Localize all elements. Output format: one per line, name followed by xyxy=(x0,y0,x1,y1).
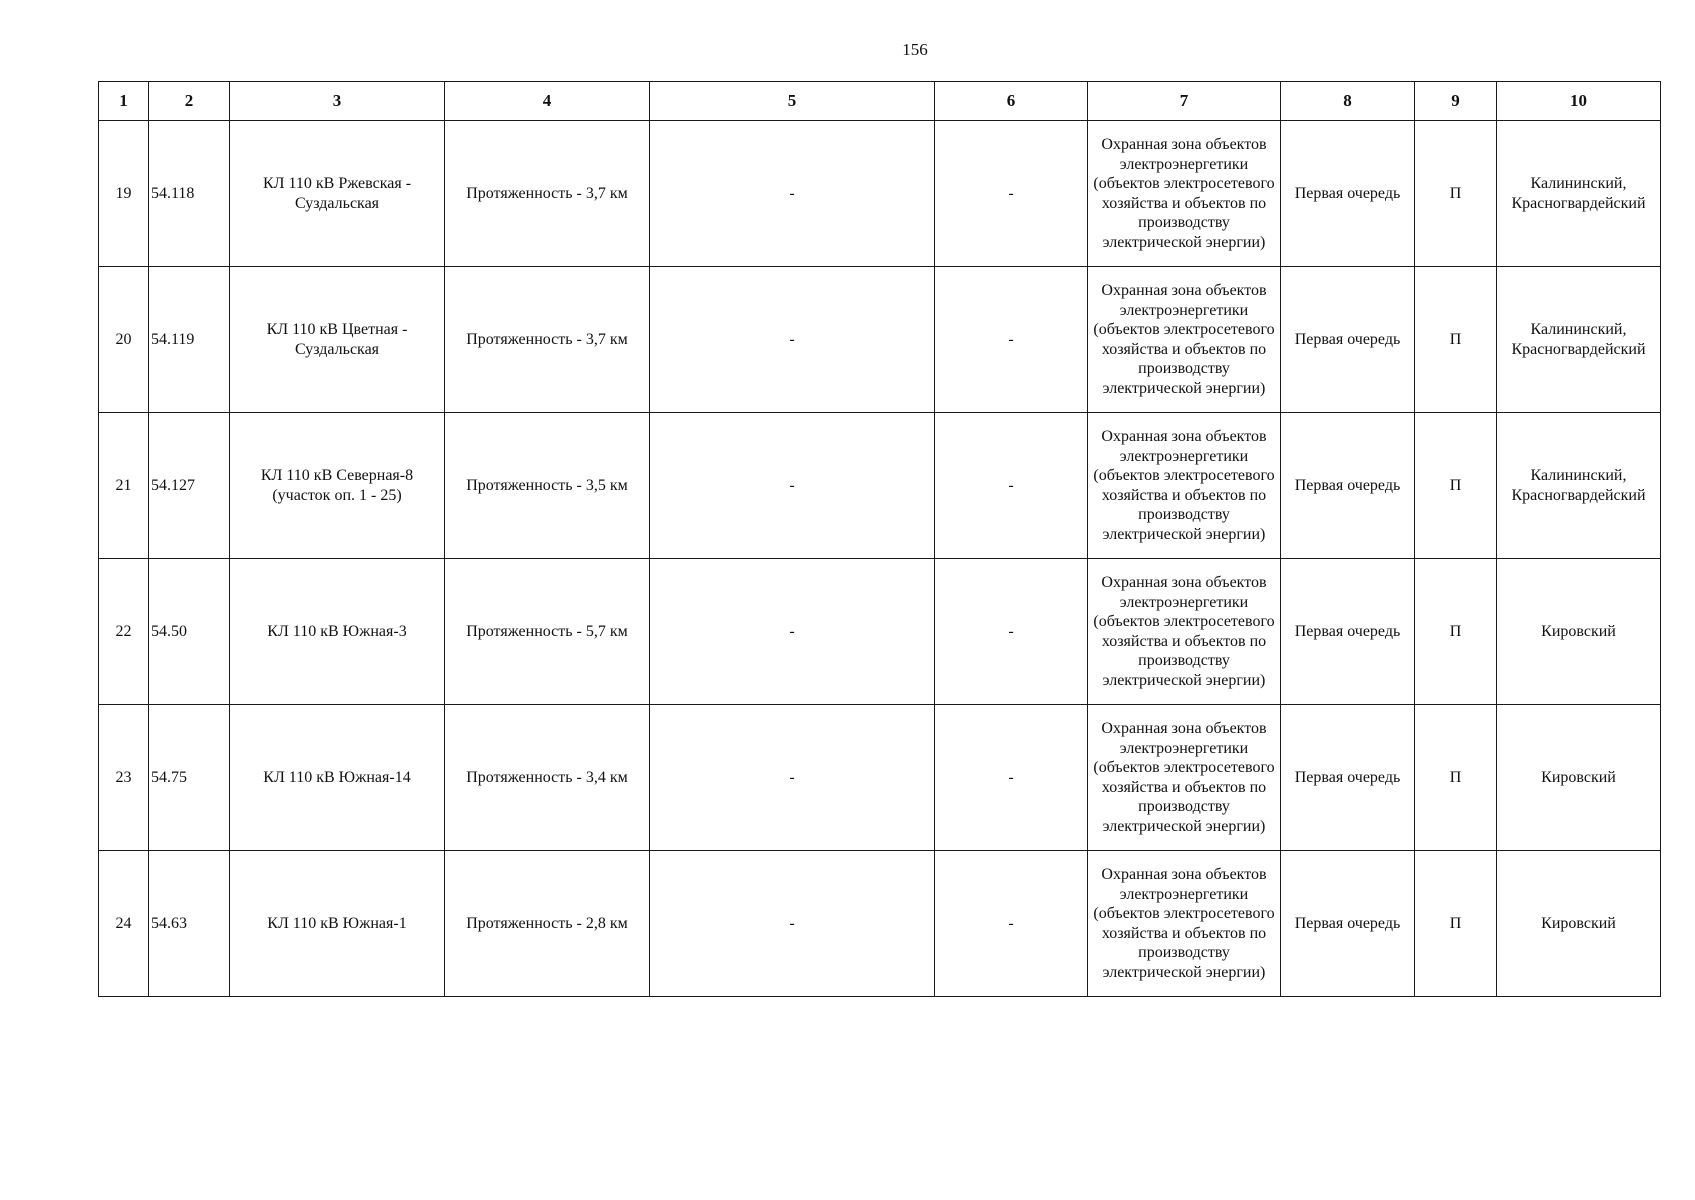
zone-description: Охранная зона объектов электроэнергетики (объектов электросетевого хозяйства и объектов по производству электрической энергии) xyxy=(1088,705,1281,851)
row-number: 20 xyxy=(99,267,149,413)
table-row xyxy=(99,267,1661,413)
column-header: 6 xyxy=(935,82,1088,121)
object-code: 54.75 xyxy=(149,705,230,851)
object-length: Протяженность - 3,5 км xyxy=(445,413,650,559)
zone-description: Охранная зона объектов электроэнергетики (объектов электросетевого хозяйства и объектов по производству электрической энергии) xyxy=(1088,413,1281,559)
cell-col6: - xyxy=(935,559,1088,705)
zone-description: Охранная зона объектов электроэнергетики (объектов электросетевого хозяйства и объектов по производству электрической энергии) xyxy=(1088,851,1281,997)
object-name: КЛ 110 кВ Южная-3 xyxy=(230,559,445,705)
cell-col6: - xyxy=(935,267,1088,413)
object-name: КЛ 110 кВ Южная-1 xyxy=(230,851,445,997)
district: Калининский, Красногвардейский xyxy=(1497,413,1661,559)
object-code: 54.118 xyxy=(149,121,230,267)
stage: Первая очередь xyxy=(1281,705,1415,851)
object-length: Протяженность - 5,7 км xyxy=(445,559,650,705)
object-code: 54.63 xyxy=(149,851,230,997)
row-number: 24 xyxy=(99,851,149,997)
table-row xyxy=(99,559,1661,705)
stage: Первая очередь xyxy=(1281,413,1415,559)
table-row xyxy=(99,851,1661,997)
cell-col5: - xyxy=(650,267,935,413)
table-row xyxy=(99,705,1661,851)
object-name: КЛ 110 кВ Северная-8 (участок оп. 1 - 25) xyxy=(230,413,445,559)
cell-col5: - xyxy=(650,705,935,851)
object-code: 54.127 xyxy=(149,413,230,559)
zone-description: Охранная зона объектов электроэнергетики (объектов электросетевого хозяйства и объектов по производству электрической энергии) xyxy=(1088,267,1281,413)
object-name: КЛ 110 кВ Ржевская - Суздальская xyxy=(230,121,445,267)
zone-description: Охранная зона объектов электроэнергетики (объектов электросетевого хозяйства и объектов по производству электрической энергии) xyxy=(1088,559,1281,705)
object-name: КЛ 110 кВ Цветная - Суздальская xyxy=(230,267,445,413)
column-header: 10 xyxy=(1497,82,1661,121)
stage: Первая очередь xyxy=(1281,559,1415,705)
district: Калининский, Красногвардейский xyxy=(1497,121,1661,267)
column-header: 9 xyxy=(1415,82,1497,121)
header-row xyxy=(99,82,1661,121)
object-length: Протяженность - 2,8 км xyxy=(445,851,650,997)
stage: Первая очередь xyxy=(1281,851,1415,997)
object-type: П xyxy=(1415,705,1497,851)
column-header: 1 xyxy=(99,82,149,121)
stage: Первая очередь xyxy=(1281,267,1415,413)
object-length: Протяженность - 3,4 км xyxy=(445,705,650,851)
object-name: КЛ 110 кВ Южная-14 xyxy=(230,705,445,851)
cell-col6: - xyxy=(935,121,1088,267)
stage: Первая очередь xyxy=(1281,121,1415,267)
table-row xyxy=(99,413,1661,559)
object-type: П xyxy=(1415,413,1497,559)
district: Кировский xyxy=(1497,559,1661,705)
column-header: 8 xyxy=(1281,82,1415,121)
district: Кировский xyxy=(1497,705,1661,851)
cell-col6: - xyxy=(935,705,1088,851)
district: Кировский xyxy=(1497,851,1661,997)
objects-table xyxy=(98,81,1661,997)
object-type: П xyxy=(1415,851,1497,997)
object-length: Протяженность - 3,7 км xyxy=(445,267,650,413)
object-type: П xyxy=(1415,267,1497,413)
column-header: 5 xyxy=(650,82,935,121)
object-type: П xyxy=(1415,121,1497,267)
cell-col5: - xyxy=(650,559,935,705)
column-header: 3 xyxy=(230,82,445,121)
page-number: 156 xyxy=(902,40,928,59)
row-number: 23 xyxy=(99,705,149,851)
object-code: 54.119 xyxy=(149,267,230,413)
column-header: 7 xyxy=(1088,82,1281,121)
cell-col6: - xyxy=(935,851,1088,997)
table-row xyxy=(99,121,1661,267)
cell-col6: - xyxy=(935,413,1088,559)
zone-description: Охранная зона объектов электроэнергетики (объектов электросетевого хозяйства и объектов по производству электрической энергии) xyxy=(1088,121,1281,267)
row-number: 19 xyxy=(99,121,149,267)
cell-col5: - xyxy=(650,121,935,267)
column-header: 4 xyxy=(445,82,650,121)
column-header: 2 xyxy=(149,82,230,121)
object-length: Протяженность - 3,7 км xyxy=(445,121,650,267)
object-type: П xyxy=(1415,559,1497,705)
row-number: 22 xyxy=(99,559,149,705)
row-number: 21 xyxy=(99,413,149,559)
cell-col5: - xyxy=(650,851,935,997)
cell-col5: - xyxy=(650,413,935,559)
district: Калининский, Красногвардейский xyxy=(1497,267,1661,413)
object-code: 54.50 xyxy=(149,559,230,705)
